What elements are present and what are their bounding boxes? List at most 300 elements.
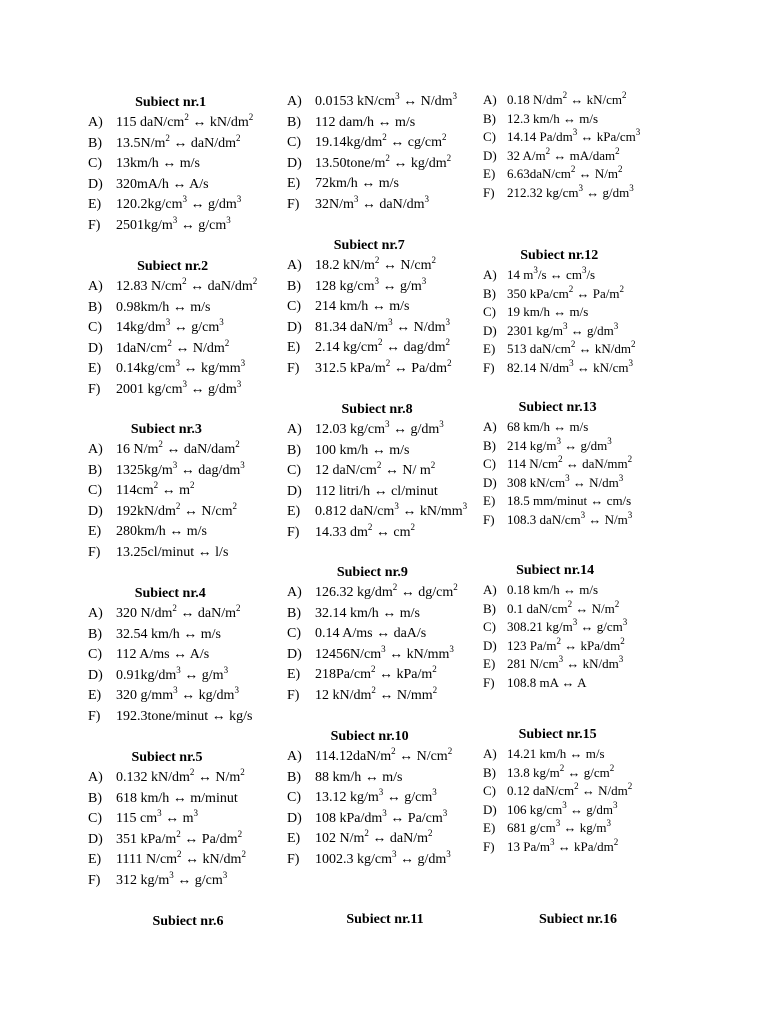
exercise-text: 19 km/h ↔ m/s	[507, 304, 589, 320]
exercise-text: $0.14kg/cm^3$ ↔ $kg/mm^3$	[116, 358, 246, 377]
exercise-text: 281 $N/cm^3$ ↔ $kN/dm^3$	[507, 654, 624, 672]
exercise-label: E)	[483, 493, 496, 509]
exercise-label: E)	[483, 820, 496, 836]
exercise-text: 212.32 $kg/cm^3$ ↔ $g/dm^3$	[507, 182, 634, 200]
subject-3	[88, 420, 245, 564]
exercise-row	[88, 502, 245, 523]
exercise-label: F)	[287, 196, 300, 212]
exercise-row	[287, 318, 452, 339]
exercise-text: $13.5N/m^2$ ↔ daN/$dm^2$	[116, 132, 241, 151]
exercise-row	[88, 481, 245, 502]
exercise-text: 14.21 km/h ↔ m/s	[507, 746, 605, 761]
exercise-text: 102 $N/m^2$ ↔ daN/$m^2$	[315, 828, 433, 847]
subject-14	[483, 561, 627, 693]
exercise-text: 280km/h ↔ m/s	[116, 524, 208, 540]
exercise-row	[483, 128, 640, 147]
subject-13	[483, 398, 632, 530]
exercise-label: D)	[88, 667, 103, 683]
subject-9	[287, 563, 458, 707]
exercise-text: 112 dam/h ↔ m/s	[315, 114, 416, 130]
exercise-text: 214 km/h ↔ m/s	[315, 299, 410, 315]
exercise-label: F)	[483, 359, 495, 375]
exercise-text: $0.91kg/dm^3$ ↔ $g/m^3$	[116, 664, 229, 683]
exercise-row	[483, 110, 640, 129]
exercise-row	[88, 809, 246, 830]
subject-2	[88, 257, 257, 401]
exercise-row	[88, 359, 257, 380]
exercise-text: 13.12 $kg/m^3$ ↔ $g/cm^3$	[315, 787, 437, 806]
exercise-text: 68 km/h ↔ m/s	[507, 419, 589, 434]
subject-title: Subiect nr.12	[520, 248, 599, 263]
exercise-label: E)	[88, 197, 102, 213]
exercise-text: 13km/h ↔ m/s	[116, 156, 201, 172]
exercise-text: 0.98km/h ↔ m/s	[116, 299, 211, 315]
exercise-row	[287, 359, 452, 380]
subject-6	[287, 92, 457, 216]
exercise-label: A)	[483, 582, 497, 597]
exercise-row	[287, 583, 458, 604]
exercise-text: 128 $kg/cm^3$ ↔ $g/m^3$	[315, 275, 427, 294]
subject-title: Subiect nr.9	[336, 565, 408, 580]
exercise-row	[483, 511, 632, 530]
exercise-text: 13.8 $kg/m^2$ ↔ $g/cm^2$	[507, 762, 615, 780]
exercise-text: 72km/h ↔ m/s	[315, 176, 400, 192]
exercise-row	[483, 91, 640, 110]
exercise-text: 108 kPa/$dm^3$ ↔ $Pa/cm^3$	[315, 807, 448, 826]
exercise-row	[88, 380, 257, 401]
exercise-row	[287, 256, 452, 277]
exercise-text: 0.1 daN/$cm^2$ ↔ $N/m^2$	[507, 598, 620, 616]
exercise-label: C)	[483, 619, 496, 635]
exercise-row	[483, 581, 627, 600]
subject-title: Subiect nr.2	[137, 259, 209, 274]
exercise-row	[287, 461, 467, 482]
exercise-row	[287, 809, 452, 830]
exercise-row	[483, 745, 632, 764]
subject-title: Subiect nr.3	[130, 422, 202, 437]
exercise-row	[287, 686, 458, 707]
exercise-row	[483, 492, 632, 511]
exercise-text: 115 daN/$cm^2$ ↔ $kN/dm^2$	[116, 112, 254, 130]
exercise-label: A)	[287, 749, 302, 764]
exercise-label: F)	[88, 544, 101, 560]
exercise-label: B)	[483, 110, 496, 126]
exercise-label: D)	[287, 646, 302, 662]
exercise-text: 81.34 daN/$m^3$ ↔ $N/dm^3$	[315, 316, 450, 335]
exercise-row	[88, 298, 257, 319]
exercise-text: 192.3tone/minut ↔ kg/s	[116, 708, 253, 724]
exercise-row	[483, 838, 632, 857]
exercise-text: 312.5 kPa/$m^2$ ↔ $Pa/dm^2$	[315, 357, 452, 376]
exercise-label: F)	[483, 674, 495, 690]
exercise-row	[88, 522, 245, 543]
exercise-label: C)	[287, 626, 301, 642]
exercise-text: 112 A/ms ↔ A/s	[116, 647, 210, 663]
exercise-row	[88, 850, 246, 871]
exercise-text: $12456N/cm^3$ ↔ $kN/mm^3$	[315, 643, 454, 662]
exercise-row	[287, 113, 457, 134]
exercise-row	[287, 768, 452, 789]
exercise-row	[287, 624, 458, 645]
exercise-label: F)	[287, 851, 300, 867]
exercise-label: C)	[88, 811, 102, 827]
exercise-row	[483, 147, 640, 166]
exercise-text: 308 $kN/cm^3$ ↔ $N/dm^3$	[507, 472, 624, 490]
exercise-label: B)	[88, 626, 102, 642]
exercise-text: $19.14kg/dm^2$ ↔ $cg/cm^2$	[315, 132, 447, 151]
exercise-row	[88, 871, 246, 892]
exercise-text: 32.54 km/h ↔ m/s	[116, 626, 222, 642]
exercise-text: 115 $cm^3$ ↔ $m^3$	[116, 808, 198, 827]
exercise-label: C)	[483, 456, 496, 472]
exercise-row	[88, 440, 245, 461]
exercise-row	[483, 437, 632, 456]
exercise-text: 12 daN/$cm^2$ ↔ N/ $m^2$	[315, 460, 436, 479]
exercise-text: $120.2kg/cm^3$ ↔ $g/dm^3$	[116, 194, 242, 213]
exercise-label: E)	[287, 831, 301, 847]
exercise-label: E)	[287, 667, 301, 683]
exercise-row	[88, 277, 257, 298]
exercise-row	[88, 113, 253, 134]
exercise-row	[483, 782, 632, 801]
exercise-row	[287, 133, 457, 154]
exercise-row	[287, 747, 452, 768]
exercise-label: B)	[287, 769, 301, 785]
exercise-row	[88, 339, 257, 360]
exercise-label: C)	[88, 483, 102, 499]
exercise-label: B)	[483, 437, 496, 453]
exercise-text: 312 $kg/m^3$ ↔ $g/cm^3$	[116, 869, 228, 888]
exercise-row	[483, 184, 640, 203]
exercise-label: F)	[483, 184, 495, 200]
exercise-text: $32N/m^3$ ↔ daN/$dm^3$	[315, 193, 429, 212]
exercise-row	[287, 195, 457, 216]
exercise-text: 308.21 $kg/m^3$ ↔ $g/cm^3$	[507, 617, 628, 635]
exercise-row	[483, 674, 627, 693]
exercise-text: $2501kg/m^3$ ↔ $g/cm^3$	[116, 214, 231, 233]
exercise-label: A)	[88, 606, 103, 621]
exercise-text: 108.8 mA ↔ A	[507, 674, 587, 690]
exercise-text: 0.14 A/ms ↔ daA/s	[315, 626, 427, 642]
exercise-label: E)	[483, 656, 496, 672]
subject-12	[483, 246, 636, 378]
exercise-label: D)	[483, 322, 497, 338]
exercise-row	[287, 92, 457, 113]
exercise-row	[287, 338, 452, 359]
exercise-text: 100 km/h ↔ m/s	[315, 442, 410, 458]
subject-8	[287, 400, 467, 544]
exercise-label: D)	[88, 503, 103, 519]
exercise-text: 14.14 $Pa/dm^3$ ↔ kPa/$cm^3$	[507, 127, 641, 145]
exercise-row	[88, 830, 246, 851]
exercise-row	[88, 154, 253, 175]
exercise-row	[483, 285, 636, 304]
exercise-row	[483, 637, 627, 656]
exercise-label: A)	[287, 94, 302, 109]
exercise-text: 82.14 $N/dm^3$ ↔ $kN/cm^3$	[507, 357, 634, 375]
exercise-label: D)	[483, 147, 497, 163]
exercise-label: C)	[483, 129, 496, 145]
exercise-text: 0.0153 $kN/cm^3$ ↔ $N/dm^3$	[315, 91, 457, 109]
exercise-row	[483, 474, 632, 493]
subject-4	[88, 584, 253, 728]
exercise-label: E)	[287, 176, 301, 192]
exercise-text: 681 $g/cm^3$ ↔ $kg/m^3$	[507, 818, 611, 836]
exercise-label: C)	[483, 783, 496, 799]
subject-10	[287, 727, 452, 871]
exercise-text: $14kg/dm^3$ ↔ $g/cm^3$	[116, 317, 224, 336]
exercise-text: $6.63daN/cm^2$ ↔ $N/m^2$	[507, 164, 623, 182]
exercise-text: 14.33 $dm^2$ ↔ $cm^2$	[315, 521, 415, 540]
exercise-text: 13 $Pa/m^3$ ↔ kPa/$dm^2$	[507, 836, 619, 854]
exercise-row	[88, 543, 245, 564]
exercise-label: B)	[287, 442, 301, 458]
exercise-row	[287, 174, 457, 195]
exercise-text: 2001 $kg/cm^3$ ↔ $g/dm^3$	[116, 378, 242, 397]
exercise-row	[88, 134, 253, 155]
exercise-row	[287, 420, 467, 441]
exercise-label: A)	[483, 92, 497, 107]
exercise-label: F)	[88, 217, 101, 233]
exercise-label: F)	[287, 524, 300, 540]
exercise-text: 320 $g/mm^3$ ↔ $kg/dm^3$	[116, 685, 239, 704]
exercise-label: A)	[483, 419, 497, 434]
exercise-label: D)	[88, 340, 103, 356]
exercise-text: 18.5 mm/minut ↔ cm/s	[507, 493, 632, 509]
exercise-text: 126.32 $kg/dm^2$ ↔ $dg/cm^2$	[315, 582, 458, 600]
exercise-text: 214 $kg/m^3$ ↔ $g/dm^3$	[507, 435, 612, 453]
exercise-text: 12.03 $kg/cm^3$ ↔ $g/dm^3$	[315, 419, 444, 437]
exercise-row	[287, 277, 452, 298]
exercise-text: 1111 $N/cm^2$ ↔ $kN/dm^2$	[116, 849, 246, 868]
exercise-text: 350 kPa/$cm^2$ ↔ $Pa/m^2$	[507, 283, 624, 301]
exercise-row	[483, 618, 627, 637]
exercise-label: A)	[88, 279, 103, 294]
exercise-label: D)	[88, 176, 103, 192]
exercise-text: 12.3 km/h ↔ m/s	[507, 110, 599, 126]
exercise-label: F)	[88, 872, 101, 888]
exercise-text: 88 km/h ↔ m/s	[315, 769, 403, 785]
subject-title: Subiect nr.7	[333, 238, 405, 253]
exercise-row	[88, 645, 253, 666]
exercise-label: D)	[483, 637, 497, 653]
exercise-label: F)	[88, 381, 101, 397]
exercise-text: 351 kPa/$m^2$ ↔ $Pa/dm^2$	[116, 828, 243, 847]
subject-1	[88, 93, 253, 237]
exercise-row	[483, 455, 632, 474]
subject-7	[287, 236, 452, 380]
exercise-text: 12 $kN/dm^2$ ↔ $N/mm^2$	[315, 684, 438, 703]
exercise-label: A)	[88, 442, 103, 457]
exercise-label: E)	[287, 504, 301, 520]
exercise-label: B)	[287, 278, 301, 294]
exercise-label: D)	[88, 831, 103, 847]
exercise-label: E)	[88, 524, 102, 540]
exercise-text: $114cm^2$ ↔ $m^2$	[116, 480, 195, 499]
exercise-text: 513 daN/$cm^2$ ↔ $kN/dm^2$	[507, 339, 636, 357]
subject-11-title: Subiect nr.11	[346, 912, 424, 927]
exercise-row	[483, 801, 632, 820]
exercise-text: 320 $N/dm^2$ ↔ daN/$m^2$	[116, 603, 241, 621]
exercise-label: C)	[287, 463, 301, 479]
exercise-text: 618 km/h ↔ m/minut	[116, 790, 238, 806]
exercise-text: 2.14 $kg/cm^2$ ↔ dag/$dm^2$	[315, 337, 450, 356]
exercise-row	[88, 461, 245, 482]
exercise-label: A)	[287, 585, 302, 600]
exercise-text: $1325kg/m^3$ ↔ dag/$dm^3$	[116, 459, 245, 478]
exercise-row	[287, 665, 458, 686]
exercise-row	[88, 195, 253, 216]
exercise-row	[483, 600, 627, 619]
exercise-text: 0.12 daN/$cm^2$ ↔ $N/dm^2$	[507, 781, 633, 799]
exercise-label: B)	[483, 285, 496, 301]
exercise-row	[483, 418, 632, 437]
exercise-label: B)	[483, 764, 496, 780]
exercise-text: 320mA/h ↔ A/s	[116, 176, 209, 192]
exercise-label: B)	[287, 114, 301, 130]
exercise-label: C)	[287, 135, 301, 151]
exercise-row	[88, 318, 257, 339]
subject-15	[483, 725, 632, 857]
exercise-text: 123 $Pa/m^2$ ↔ kPa/$dm^2$	[507, 635, 625, 653]
subject-title: Subiect nr.4	[134, 586, 206, 601]
exercise-label: D)	[287, 319, 302, 335]
subject-title: Subiect nr.5	[131, 750, 203, 765]
exercise-row	[483, 764, 632, 783]
exercise-label: C)	[483, 304, 496, 320]
exercise-text: $192kN/dm^2$ ↔ $N/cm^2$	[116, 500, 237, 519]
exercise-label: D)	[287, 810, 302, 826]
exercise-label: B)	[88, 462, 102, 478]
exercise-label: C)	[88, 320, 102, 336]
exercise-row	[287, 441, 467, 462]
exercise-label: E)	[88, 852, 102, 868]
exercise-text: 2301 $kg/m^3$ ↔ $g/dm^3$	[507, 320, 619, 338]
exercise-row	[483, 322, 636, 341]
exercise-row	[287, 788, 452, 809]
exercise-label: D)	[287, 483, 302, 499]
exercise-label: A)	[287, 422, 302, 437]
subject-16-title: Subiect nr.16	[538, 912, 618, 927]
exercise-label: A)	[88, 770, 103, 785]
exercise-label: A)	[88, 115, 103, 130]
exercise-row	[287, 154, 457, 175]
exercise-label: B)	[88, 135, 102, 151]
exercise-row	[287, 502, 467, 523]
exercise-row	[287, 482, 467, 503]
exercise-text: 108.3 daN/$cm^3$ ↔ $N/m^3$	[507, 509, 633, 527]
subject-11	[483, 91, 640, 203]
exercise-text: 0.812 daN/$cm^3$ ↔ $kN/mm^3$	[315, 501, 468, 520]
exercise-row	[88, 625, 253, 646]
exercise-text: 32.14 km/h ↔ m/s	[315, 605, 421, 621]
exercise-label: A)	[287, 258, 302, 273]
subject-title: Subiect nr.10	[330, 729, 409, 744]
exercise-row	[483, 266, 636, 285]
subject-6-title: Subiect nr.6	[152, 914, 224, 929]
exercise-text: 0.18 km/h ↔ m/s	[507, 582, 599, 597]
exercise-label: B)	[88, 299, 102, 315]
exercise-row	[483, 340, 636, 359]
exercise-row	[88, 666, 253, 687]
exercise-text: 114 $N/cm^2$ ↔ daN/$mm^2$	[507, 454, 633, 472]
exercise-label: E)	[287, 340, 301, 356]
exercise-label: D)	[483, 474, 497, 490]
exercise-row	[483, 655, 627, 674]
exercise-label: A)	[483, 746, 497, 761]
exercise-label: F)	[483, 838, 495, 854]
exercise-text: 112 litri/h ↔ cl/minut	[315, 483, 438, 499]
exercise-text: 16 $N/m^2$ ↔ daN/dam$^2$	[116, 439, 240, 457]
exercise-row	[88, 175, 253, 196]
exercise-row	[287, 297, 452, 318]
exercise-row	[287, 850, 452, 871]
exercise-label: A)	[483, 267, 497, 282]
exercise-label: F)	[287, 687, 300, 703]
subject-title: Subiect nr.13	[518, 400, 597, 415]
exercise-row	[88, 707, 253, 728]
exercise-row	[483, 165, 640, 184]
exercise-label: C)	[287, 790, 301, 806]
exercise-row	[88, 686, 253, 707]
exercise-row	[483, 359, 636, 378]
exercise-label: B)	[483, 600, 496, 616]
exercise-label: E)	[483, 166, 496, 182]
exercise-text: $1daN/cm^2$ ↔ $N/dm^2$	[116, 337, 230, 356]
exercise-text: 1002.3 $kg/cm^3$ ↔ $g/dm^3$	[315, 848, 451, 867]
exercise-label: E)	[88, 361, 102, 377]
exercise-text: 14 $m^3/s$ ↔ $cm^3/s$	[507, 265, 596, 282]
exercise-row	[287, 645, 458, 666]
subject-title: Subiect nr.14	[516, 563, 595, 578]
exercise-label: F)	[88, 708, 101, 724]
subject-title: Subiect nr.8	[341, 402, 413, 417]
exercise-text: $13.50tone/m^2$ ↔ $kg/dm^2$	[315, 152, 452, 171]
exercise-text: 12.83 $N/cm^2$ ↔ daN/$dm^2$	[116, 276, 258, 294]
exercise-text: 32 $A/m^2$ ↔ mA/dam$^2$	[507, 145, 620, 163]
exercise-row	[483, 303, 636, 322]
exercise-row	[287, 604, 458, 625]
exercise-label: E)	[88, 688, 102, 704]
exercise-label: C)	[287, 299, 301, 315]
exercise-label: F)	[287, 360, 300, 376]
exercise-label: E)	[483, 341, 496, 357]
exercise-text: $218Pa/cm^2$ ↔ kPa/$m^2$	[315, 664, 437, 683]
exercise-label: F)	[483, 511, 495, 527]
exercise-row	[287, 523, 467, 544]
exercise-label: B)	[88, 790, 102, 806]
exercise-text: 0.18 $N/dm^2$ ↔ $kN/cm^2$	[507, 90, 627, 107]
exercise-row	[287, 829, 452, 850]
exercise-label: C)	[88, 156, 102, 172]
exercise-label: D)	[483, 801, 497, 817]
exercise-text: 13.25cl/minut ↔ l/s	[116, 544, 229, 560]
exercise-row	[88, 216, 253, 237]
subject-title: Subiect nr.1	[135, 95, 207, 110]
exercise-text: 0.132 $kN/dm^2$ ↔ $N/m^2$	[116, 767, 245, 785]
exercise-row	[88, 604, 253, 625]
exercise-row	[88, 768, 246, 789]
exercise-text: $114.12daN/m^2$ ↔ $N/cm^2$	[315, 746, 453, 764]
exercise-label: D)	[287, 155, 302, 171]
exercise-row	[88, 789, 246, 810]
exercise-row	[483, 819, 632, 838]
exercise-label: C)	[88, 647, 102, 663]
subject-title: Subiect nr.15	[518, 727, 597, 742]
exercise-text: 18.2 $kN/m^2$ ↔ $N/cm^2$	[315, 255, 436, 273]
exercise-text: 106 $kg/cm^3$ ↔ $g/dm^3$	[507, 799, 618, 817]
exercise-label: B)	[287, 605, 301, 621]
